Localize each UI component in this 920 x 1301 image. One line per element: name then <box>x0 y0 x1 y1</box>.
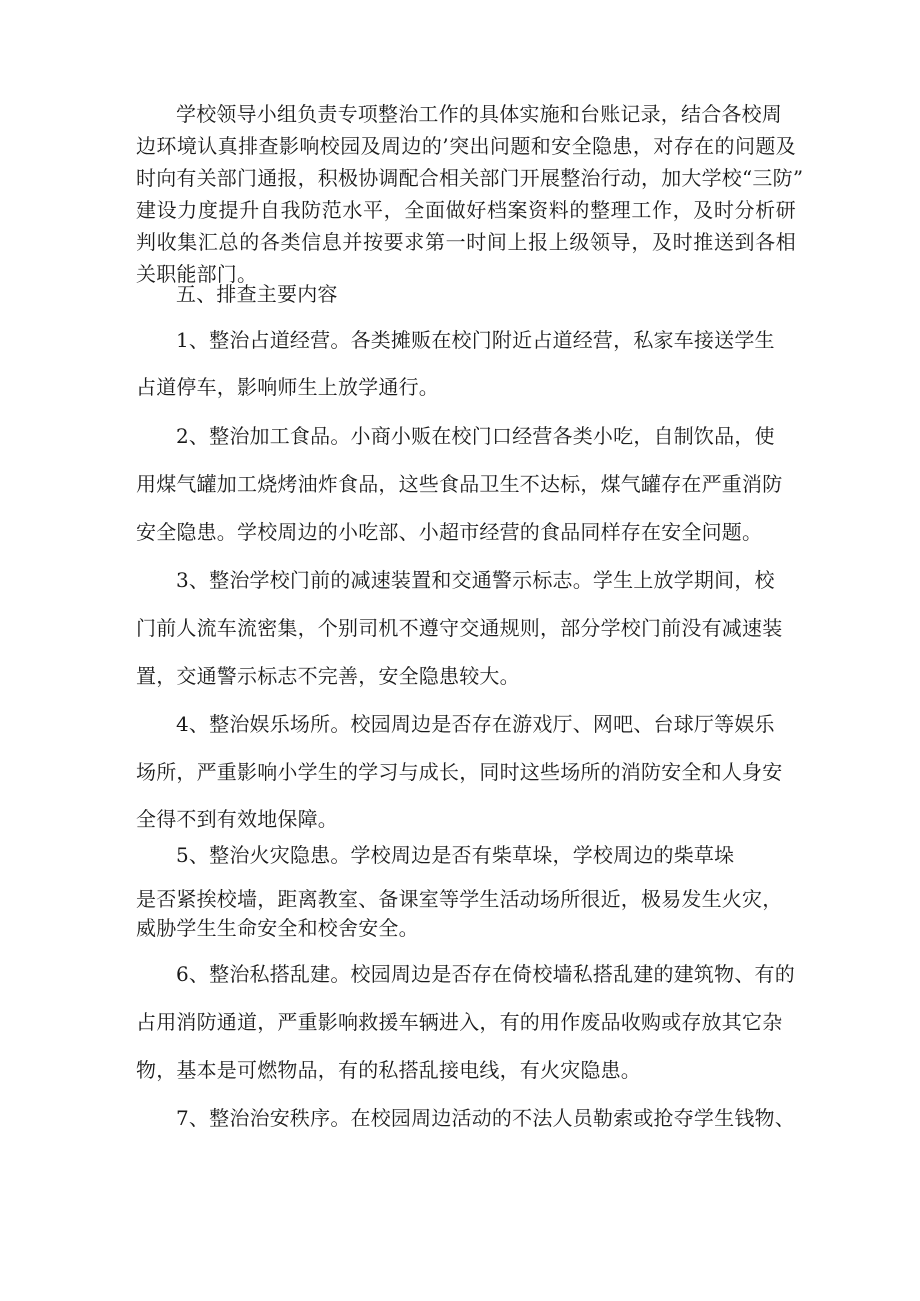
item-6-line-1: 6、整治私搭乱建。校园周边是否存在倚校墙私搭乱建的建筑物、有的 <box>176 962 795 986</box>
item-3-line-1: 3、整治学校门前的减速装置和交通警示标志。学生上放学期间，校 <box>176 568 775 592</box>
item-1-line-1: 1、整治占道经营。各类摊贩在校门附近占道经营，私家车接送学生 <box>176 328 775 352</box>
item-2-line-3: 安全隐患。学校周边的小吃部、小超市经营的食品同样存在安全问题。 <box>136 520 763 544</box>
intro-line-3: 时向有关部门通报，积极协调配合相关部门开展整治行动，加大学校“三防” <box>136 166 804 190</box>
intro-line-1: 学校领导小组负责专项整治工作的具体实施和台账记录，结合各校周 <box>176 102 782 126</box>
intro-line-5: 判收集汇总的各类信息并按要求第一时间上报上级领导，及时推送到各相 <box>136 230 796 254</box>
intro-line-4: 建设力度提升自我防范水平，全面做好档案资料的整理工作，及时分析研 <box>136 198 796 222</box>
item-6-line-3: 物，基本是可燃物品，有的私搭乱接电线，有火灾隐患。 <box>136 1058 641 1082</box>
intro-line-6: 关职能部门。 <box>136 262 258 286</box>
item-3-line-2: 门前人流车流密集，个别司机不遵守交通规则，部分学校门前没有减速装 <box>136 616 783 640</box>
intro-line-2: 边环境认真排查影响校园及周边的’突出问题和安全隐患，对存在的问题及 <box>136 134 796 158</box>
item-1-line-2: 占道停车，影响师生上放学通行。 <box>136 375 439 399</box>
item-4-line-3: 全得不到有效地保障。 <box>136 807 338 831</box>
item-7-line-1: 7、整治治安秩序。在校园周边活动的不法人员勒索或抢夺学生钱物、 <box>176 1106 795 1130</box>
item-2-line-1: 2、整治加工食品。小商小贩在校门口经营各类小吃，自制饮品，使 <box>176 424 775 448</box>
item-3-line-3: 置，交通警示标志不完善，安全隐患较大。 <box>136 664 520 688</box>
item-6-line-2: 占用消防通道，严重影响救援车辆进入，有的用作废品收购或存放其它杂 <box>136 1010 783 1034</box>
item-2-line-2: 用煤气罐加工烧烤油炸食品，这些食品卫生不达标，煤气罐存在严重消防 <box>136 472 783 496</box>
item-5-line-2: 是否紧挨校墙，距离教室、备课室等学生活动场所很近，极易发生火灾， <box>136 887 783 911</box>
item-4-line-2: 场所，严重影响小学生的学习与成长，同时这些场所的消防安全和人身安 <box>136 760 783 784</box>
item-5-line-1: 5、整治火灾隐患。学校周边是否有柴草垛，学校周边的柴草垛 <box>176 843 735 867</box>
item-4-line-1: 4、整治娱乐场所。校园周边是否存在游戏厅、网吧、台球厅等娱乐 <box>176 712 775 736</box>
section-heading: 五、排查主要内容 <box>176 282 338 306</box>
item-5-line-3: 威胁学生生命安全和校舍安全。 <box>136 916 419 940</box>
